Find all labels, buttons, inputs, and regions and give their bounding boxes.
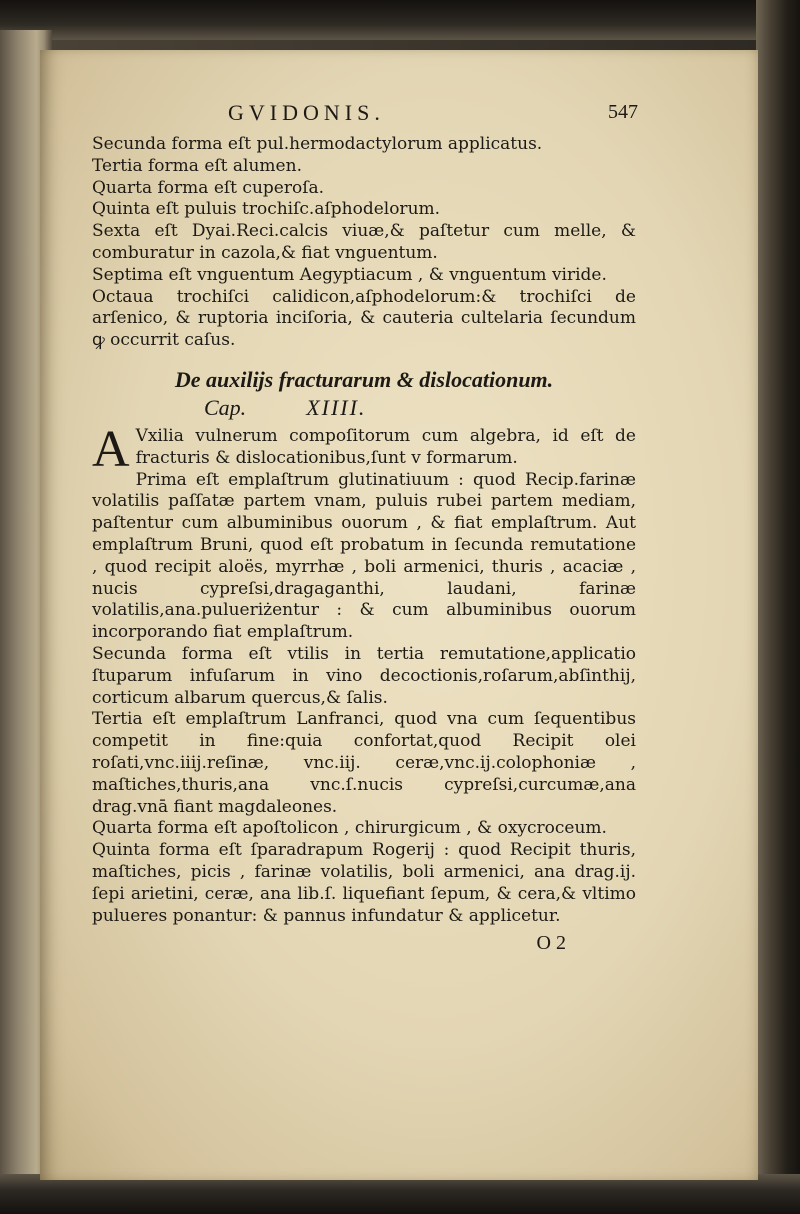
chapter-word: Cap. xyxy=(204,394,247,420)
right-binding-edge xyxy=(756,0,800,1214)
paragraph-5: Sexta eſt Dyai.Reci.calcis viuæ,& paſtetur cum melle, & comburatur in cazola,& fiat vnguentum. xyxy=(92,221,636,263)
drop-cap: A xyxy=(92,420,130,478)
section-heading: De auxilijs fracturarum & dislocationum. xyxy=(174,366,554,392)
paragraph-secunda: Secunda forma eſt vtilis in tertia remutatione,applicatio ſtuparum infuſarum in vino decoctionis,roſarum,abſinthij, corticum albarum quercus,& ſalis. xyxy=(92,643,636,708)
paragraph-1: Secunda forma eſt pul.hermodactylorum applicatus. xyxy=(92,134,543,154)
top-page-edge xyxy=(0,0,800,40)
chapter-label xyxy=(204,394,636,422)
paragraph-4: Quinta eſt puluis trochiſc.aſphodelorum. xyxy=(92,199,441,220)
paragraph-2: Tertia forma eſt alumen. xyxy=(92,155,302,176)
signature-mark: O 2 xyxy=(536,932,566,955)
paragraph-quarta: Quarta forma eſt apoſtolicon , chirurgicum , & oxycroceum. xyxy=(92,818,607,839)
paragraph-prima: Prima eſt emplaſtrum glutinatiuum : quod Recip.farinæ volatilis paſſatæ partem vnam, puluis rubei partem mediam, paſtentur cum albuminibus ouorum , & fiat emplaſtrum. Aut emplaſtrum Bruni, quod eſt probatum in ſecunda remutatione , quod recipit aloës, myrrhæ , boli armenici, thuris , acaciæ , nucis cypreſsi,dragaganthi, laudani, farinæ volatilis,ana.pulueriżentur : & cum albuminibus ouorum incorporando fiat emplaſtrum. xyxy=(92,469,636,643)
paragraph-tertia: Tertia eſt emplaſtrum Lanfranci, quod vna cum ſequentibus competit in fine:quia confortat,quod Recipit olei roſati,vnc.iiij.reſinæ, vnc.iij. ceræ,vnc.ij.colophoniæ , maſtiches,thuris,ana vnc.ſ.nucis cypreſsi,curcumæ,ana drag.vnā fiant magdaleones. xyxy=(92,709,636,817)
running-head-title: GVIDONIS. xyxy=(228,100,385,125)
running-head xyxy=(92,102,636,130)
bottom-page-edge xyxy=(0,1174,800,1214)
first-paragraph-text: Vxilia vulnerum compoſitorum cum algebra, id eſt de fracturis & dislocationibus,ſunt v formarum. xyxy=(135,425,636,468)
paragraph-7: Octaua trochiſci calidicon,aſphodelorum:& trochiſci de arſenico, & ruptoria inciſoria, & cauteria cultelaria ſecundum ꝙ occurrit caſus. xyxy=(92,286,636,351)
paragraph-6: Septima eſt vnguentum Aegyptiacum , & vnguentum viride. xyxy=(92,264,607,285)
paragraph-3: Quarta forma eſt cuperoſa. xyxy=(92,177,325,198)
chapter-number: XIIII. xyxy=(306,394,367,420)
page-text xyxy=(92,102,636,955)
page-number: 547 xyxy=(608,101,638,123)
book-page xyxy=(40,50,758,1180)
paragraph-quinta: Quinta forma eſt ſparadrapum Rogerij : quod Recipit thuris, maſtiches, picis , farinæ volatilis, boli armenici, ana drag.ij. ſepi arietini, ceræ, ana lib.ſ. liquefiant ſepum, & cera,& vltimo pulueres ponantur: & pannus infundatur & applicetur. xyxy=(92,840,636,926)
first-paragraph xyxy=(92,420,636,478)
